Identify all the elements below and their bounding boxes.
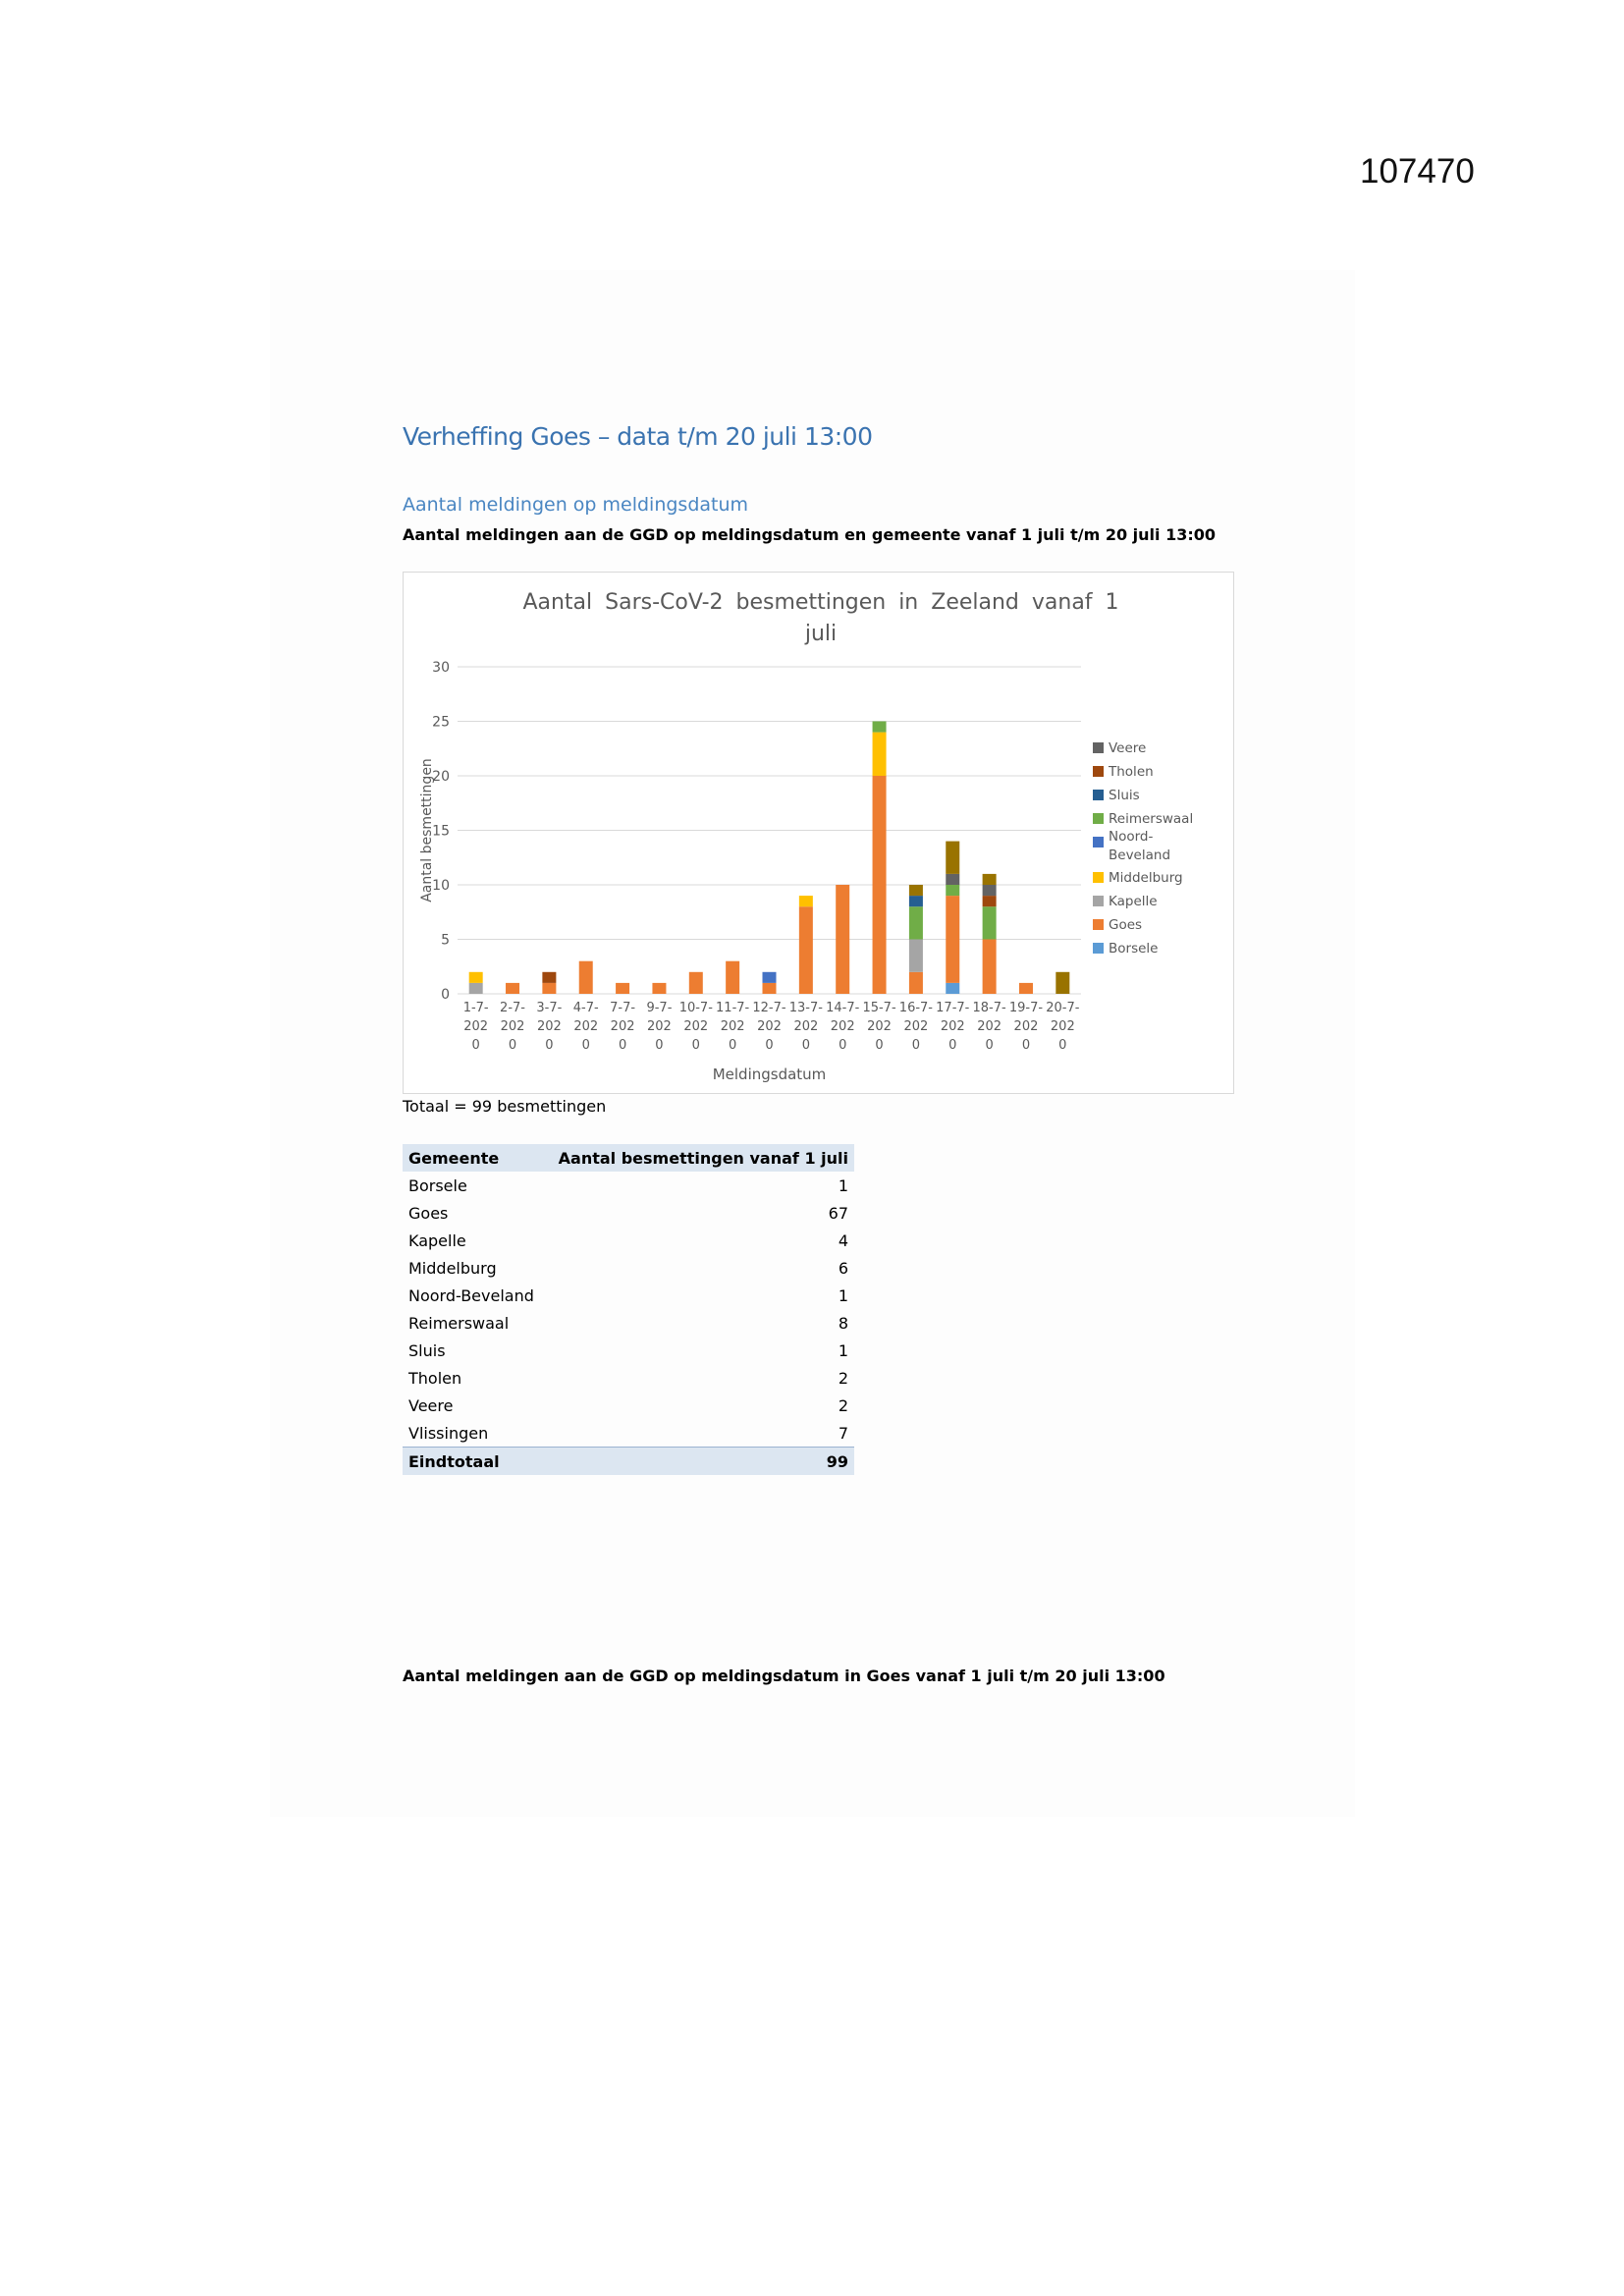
x-tick-label: 15-7-202 0 bbox=[862, 1001, 896, 1053]
legend-label: Tholen bbox=[1109, 764, 1154, 780]
municipality-name: Reimerswaal bbox=[408, 1313, 510, 1333]
total-count: 99 bbox=[544, 1448, 854, 1476]
bar-segment bbox=[946, 885, 959, 896]
table-row bbox=[403, 1364, 854, 1392]
bar-segment bbox=[873, 722, 887, 733]
table-row bbox=[403, 1199, 854, 1227]
municipality-count: 2 bbox=[838, 1368, 848, 1388]
column-header-count: Aantal besmettingen vanaf 1 juli bbox=[544, 1144, 854, 1172]
bar-segment bbox=[909, 972, 923, 994]
x-tick-label: 4-7-202 0 bbox=[572, 1001, 599, 1053]
municipality-count: 6 bbox=[838, 1258, 848, 1278]
y-tick-label: 25 bbox=[432, 714, 450, 731]
y-tick-label: 30 bbox=[432, 660, 450, 676]
bar-segment bbox=[579, 961, 593, 994]
legend-swatch bbox=[1093, 742, 1104, 753]
legend-swatch bbox=[1093, 943, 1104, 954]
legend-swatch bbox=[1093, 872, 1104, 883]
bar-segment bbox=[542, 983, 556, 994]
table-row bbox=[403, 1254, 854, 1282]
y-tick-label: 0 bbox=[441, 987, 450, 1003]
bar-segment bbox=[909, 906, 923, 939]
y-tick-label: 10 bbox=[432, 878, 450, 894]
x-tick-label: 9-7-202 0 bbox=[646, 1001, 673, 1053]
legend-label: Sluis bbox=[1109, 788, 1140, 803]
table-header-row bbox=[403, 1144, 854, 1172]
bar-segment bbox=[799, 906, 813, 994]
y-axis-label: Aantal besmettingen bbox=[419, 758, 435, 902]
bar-segment bbox=[616, 983, 629, 994]
total-label: Eindtotaal bbox=[403, 1448, 544, 1476]
municipality-count: 1 bbox=[838, 1175, 848, 1195]
bar-segment bbox=[652, 983, 666, 994]
bar-segment bbox=[983, 940, 997, 995]
municipality-count: 8 bbox=[838, 1313, 848, 1333]
bar-segment bbox=[469, 972, 483, 983]
x-tick-label: 16-7-202 0 bbox=[898, 1001, 934, 1053]
municipality-count: 67 bbox=[828, 1203, 848, 1223]
total-note: Totaal = 99 besmettingen bbox=[403, 1097, 607, 1116]
x-tick-label: 2-7-202 0 bbox=[500, 1001, 525, 1053]
x-tick-label: 1-7-202 0 bbox=[462, 1001, 489, 1053]
municipality-name: Tholen bbox=[408, 1368, 462, 1388]
bar-segment bbox=[909, 885, 923, 896]
bar-segment bbox=[763, 972, 777, 983]
y-tick-label: 20 bbox=[432, 769, 450, 785]
bar-segment bbox=[946, 842, 959, 874]
legend-label: Borsele bbox=[1109, 941, 1159, 957]
legend-label: Middelburg bbox=[1109, 870, 1183, 886]
stacked-bar-chart bbox=[403, 572, 1234, 1094]
municipality-name: Borsele bbox=[408, 1175, 467, 1195]
legend-label: Goes bbox=[1109, 917, 1143, 933]
bar-segment bbox=[983, 874, 997, 885]
x-tick-label: 3-7-202 0 bbox=[536, 1001, 563, 1053]
legend-label: Veere bbox=[1109, 740, 1147, 756]
table-row bbox=[403, 1282, 854, 1309]
bar-segment bbox=[983, 906, 997, 939]
municipality-count: 4 bbox=[838, 1230, 848, 1250]
table-row bbox=[403, 1337, 854, 1364]
bar-segment bbox=[1056, 972, 1069, 994]
table-row bbox=[403, 1419, 854, 1448]
x-tick-label: 17-7-202 0 bbox=[936, 1001, 970, 1053]
municipality-name: Vlissingen bbox=[408, 1423, 489, 1443]
bar-segment bbox=[469, 983, 483, 994]
bar-segment bbox=[909, 940, 923, 972]
municipality-name: Kapelle bbox=[408, 1230, 466, 1250]
chart-svg bbox=[404, 573, 1233, 1093]
chart-title: Aantal Sars-CoV-2 besmettingen in Zeeland vanaf 1 bbox=[522, 590, 1119, 615]
column-header-municipality: Gemeente bbox=[403, 1144, 544, 1172]
x-tick-label: 10-7-202 0 bbox=[678, 1001, 713, 1053]
bar-segment bbox=[909, 896, 923, 906]
document-number: 107470 bbox=[1360, 152, 1475, 191]
bar-segment bbox=[946, 874, 959, 885]
bar-segment bbox=[873, 733, 887, 776]
legend-swatch bbox=[1093, 896, 1104, 906]
table-row bbox=[403, 1309, 854, 1337]
legend-swatch bbox=[1093, 790, 1104, 800]
municipality-name: Goes bbox=[408, 1203, 449, 1223]
chart-title-line2: juli bbox=[804, 622, 838, 646]
bar-segment bbox=[689, 972, 703, 994]
y-tick-label: 15 bbox=[432, 823, 450, 840]
page-title: Verheffing Goes – data t/m 20 juli 13:00 bbox=[403, 422, 873, 451]
legend-swatch bbox=[1093, 837, 1104, 847]
x-tick-label: 11-7-202 0 bbox=[716, 1001, 750, 1053]
table-total-row bbox=[403, 1448, 854, 1476]
bar-segment bbox=[763, 983, 777, 994]
municipality-name: Sluis bbox=[408, 1340, 446, 1360]
legend-swatch bbox=[1093, 813, 1104, 824]
table-row bbox=[403, 1172, 854, 1199]
municipality-name: Noord-Beveland bbox=[408, 1285, 534, 1305]
legend-label-line2: Beveland bbox=[1109, 847, 1171, 863]
x-tick-label: 7-7-202 0 bbox=[610, 1001, 636, 1053]
municipality-table bbox=[403, 1144, 854, 1475]
x-tick-label: 20-7-202 0 bbox=[1046, 1001, 1080, 1053]
x-tick-label: 13-7-202 0 bbox=[788, 1001, 823, 1053]
bar-segment bbox=[1019, 983, 1033, 994]
bar-segment bbox=[542, 972, 556, 983]
legend-label-line1: Noord- bbox=[1109, 829, 1154, 845]
bar-segment bbox=[799, 896, 813, 906]
bar-segment bbox=[983, 885, 997, 896]
x-tick-label: 19-7-202 0 bbox=[1008, 1001, 1044, 1053]
bar-segment bbox=[946, 983, 959, 994]
x-tick-label: 12-7-202 0 bbox=[752, 1001, 786, 1053]
x-tick-label: 14-7-202 0 bbox=[826, 1001, 860, 1053]
table-row bbox=[403, 1227, 854, 1254]
bar-segment bbox=[506, 983, 519, 994]
chart-caption-goes: Aantal meldingen aan de GGD op meldingsdatum in Goes vanaf 1 juli t/m 20 juli 13:00 bbox=[403, 1667, 1165, 1685]
municipality-count: 1 bbox=[838, 1340, 848, 1360]
legend-label: Kapelle bbox=[1109, 894, 1158, 909]
chart-caption: Aantal meldingen aan de GGD op meldingsdatum en gemeente vanaf 1 juli t/m 20 juli 13:00 bbox=[403, 525, 1217, 544]
municipality-count: 7 bbox=[838, 1423, 848, 1443]
x-tick-label: 18-7-202 0 bbox=[972, 1001, 1006, 1053]
y-tick-label: 5 bbox=[441, 932, 450, 949]
section-subtitle: Aantal meldingen op meldingsdatum bbox=[403, 494, 749, 516]
municipality-count: 2 bbox=[838, 1395, 848, 1415]
table-row bbox=[403, 1392, 854, 1419]
legend-swatch bbox=[1093, 766, 1104, 777]
bar-segment bbox=[873, 776, 887, 994]
legend-swatch bbox=[1093, 919, 1104, 930]
bar-segment bbox=[983, 896, 997, 906]
bar-segment bbox=[946, 896, 959, 983]
x-axis-label: Meldingsdatum bbox=[712, 1066, 827, 1083]
legend-label: Reimerswaal bbox=[1109, 811, 1194, 827]
municipality-name: Veere bbox=[408, 1395, 454, 1415]
municipality-count: 1 bbox=[838, 1285, 848, 1305]
bar-segment bbox=[836, 885, 849, 994]
bar-segment bbox=[726, 961, 739, 994]
municipality-name: Middelburg bbox=[408, 1258, 497, 1278]
